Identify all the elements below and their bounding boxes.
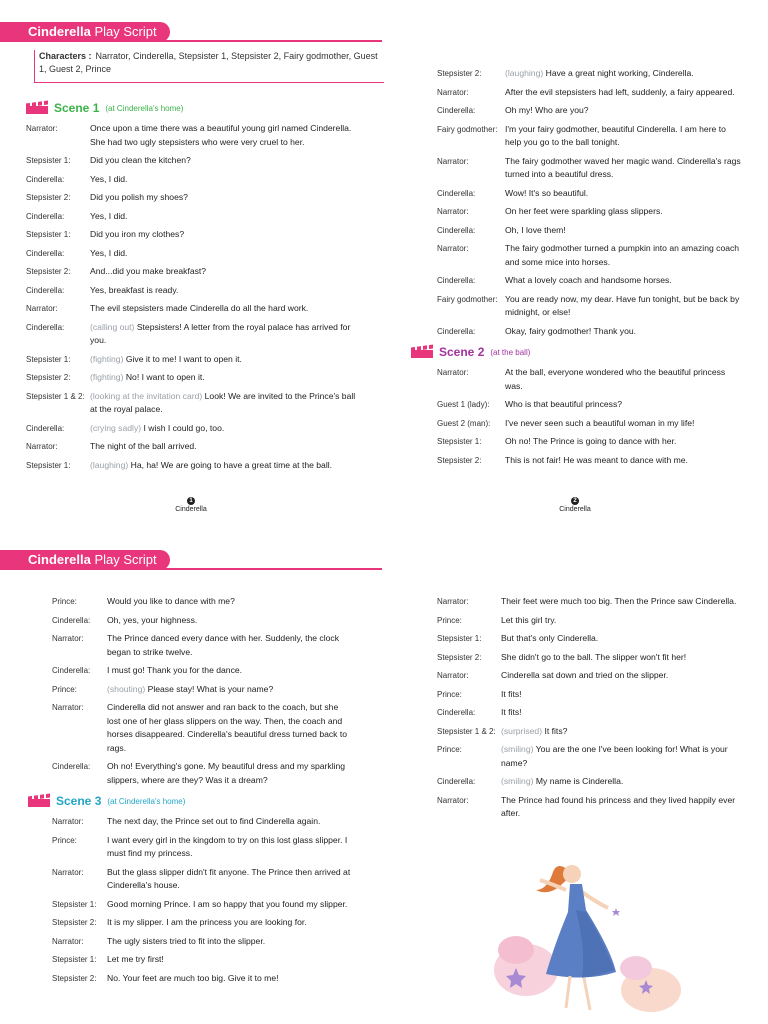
page-banner [0, 22, 170, 42]
speaker-name: Cinderella: [52, 666, 91, 675]
banner-subtitle: Play Script [94, 552, 157, 567]
speaker-name: Guest 2 (man): [437, 418, 491, 428]
dialogue-line [437, 224, 743, 238]
speaker-name: Cinderella: [437, 276, 476, 285]
speaker-name: Narrator: [437, 795, 469, 805]
spoken-line: Have a great night working, Cinderella. [545, 68, 694, 78]
dialogue-text [107, 595, 352, 609]
spoken-line: It is my slipper. I am the princess you are looking for. [107, 917, 307, 927]
dialogue-text [90, 284, 364, 298]
dialogue-line [437, 104, 743, 118]
dialogue-text [501, 669, 743, 683]
dialogue-line [437, 274, 743, 288]
dialogue-text [505, 187, 743, 201]
scene-title: Scene 2 [439, 345, 485, 359]
page-number [161, 497, 221, 513]
spoken-line: Would you like to dance with me? [107, 596, 235, 606]
page-footer-label: Cinderella [559, 506, 591, 513]
spoken-line: It fits! [501, 688, 522, 699]
spoken-line: Oh my! Who are you? [505, 105, 589, 115]
arm-right [582, 892, 608, 908]
stage-direction: (fighting) [90, 372, 124, 382]
dialogue-line [52, 683, 352, 697]
dialogue-list [26, 122, 364, 472]
dialogue-text [107, 866, 352, 893]
dialogue-text [501, 743, 743, 770]
stage-direction: (calling out) [90, 321, 135, 332]
spoken-line: No! I want to open it. [125, 372, 205, 382]
speaker-name: Narrator: [52, 634, 84, 643]
spoken-line: Did you polish my shoes? [90, 192, 188, 202]
spoken-line: Let me try first! [107, 954, 164, 964]
spoken-line: Oh, I love them! [505, 224, 566, 235]
stage-direction: (crying sadly) [90, 422, 142, 433]
scene-2-heading [411, 344, 743, 360]
dialogue-line [437, 417, 743, 431]
speaker-name: Cinderella: [437, 188, 476, 198]
spoken-line: Cinderella sat down and tried on the slipper. [501, 670, 669, 680]
spoken-line: The night of the ball arrived. [90, 441, 197, 451]
dialogue-line [52, 664, 352, 678]
dialogue-line [26, 440, 364, 454]
page-number-badge: 2 [571, 497, 579, 505]
speaker-name: Stepsister 1: [437, 437, 482, 446]
dialogue-line [437, 454, 743, 468]
dialogue-text [90, 459, 364, 473]
speaker-name: Cinderella: [26, 285, 65, 295]
spoken-line: At the ball, everyone wondered who the beautiful princess was. [505, 367, 726, 391]
spoken-line: Who is that beautiful princess? [505, 399, 623, 409]
scene-title: Scene 1 [54, 101, 100, 115]
spoken-line: You are the one I've been looking for! What is your name? [501, 744, 728, 768]
speaker-name: Stepsister 1 & 2: [437, 726, 496, 736]
speaker-name: Guest 1 (lady): [437, 400, 490, 409]
speaker-name: Narrator: [52, 867, 84, 877]
spoken-line: I want every girl in the kingdom to try on this lost glass slipper. I must find my princess. [107, 834, 348, 858]
scene-location: (at Cinderella's home) [107, 796, 186, 806]
spoken-line: Ha, ha! We are going to have a great time at the ball. [130, 459, 333, 470]
dialogue-line [26, 122, 364, 149]
dialogue-text [90, 122, 364, 149]
spoken-line: Please stay! What is your name? [147, 683, 274, 694]
speaker-name: Cinderella: [437, 225, 476, 235]
spoken-line: Did you iron my clothes? [90, 229, 185, 239]
speaker-name: Narrator: [437, 597, 469, 606]
spoken-line: It fits! [501, 707, 522, 717]
legs [566, 976, 590, 1010]
spoken-line: Yes, I did. [90, 247, 128, 258]
speaker-name: Prince: [52, 597, 77, 606]
banner-rule [0, 40, 382, 42]
spoken-line: The next day, the Prince set out to find Cinderella again. [107, 816, 321, 826]
scene-location: (at Cinderella's home) [105, 103, 184, 113]
speaker-name: Cinderella: [437, 106, 476, 115]
spoken-line: Give it to me! I want to open it. [125, 353, 242, 364]
stage-direction: (shouting) [107, 683, 146, 694]
speaker-name: Narrator: [437, 87, 469, 97]
dialogue-text [107, 701, 352, 755]
dialogue-text [505, 274, 743, 288]
spoken-line: No. Your feet are much too big. Give it to me! [107, 972, 279, 983]
speaker-name: Prince: [52, 835, 77, 845]
speaker-name: Stepsister 2: [52, 918, 97, 927]
dialogue-text [90, 265, 364, 279]
speaker-name: Stepsister 1: [26, 230, 71, 239]
scene-title: Scene 3 [56, 794, 102, 808]
dialogue-text [501, 632, 743, 646]
dialogue-line [437, 242, 743, 269]
speaker-name: Narrator: [26, 442, 58, 451]
dialogue-text [505, 398, 743, 412]
speaker-name: Stepsister 1: [52, 955, 97, 964]
speaker-name: Stepsister 1: [26, 156, 71, 165]
dialogue-list [52, 595, 352, 787]
dialogue-text [505, 155, 743, 182]
spoken-line: I've never seen such a beautiful woman in my life! [505, 417, 695, 428]
dialogue-line [26, 265, 364, 279]
dialogue-text [505, 325, 743, 339]
dialogue-list [437, 67, 743, 338]
page-number [545, 497, 605, 513]
dialogue-text [107, 935, 352, 949]
spoken-line: Cinderella did not answer and ran back to the coach, but she lost one of her glass slippers on the way. Then, the coach and horses disappeared. Cinderella's beautiful dress turned back to rags. [107, 702, 348, 753]
speaker-name: Cinderella: [26, 174, 65, 184]
speaker-name: Cinderella: [437, 777, 476, 786]
dialogue-text [107, 760, 352, 787]
dialogue-text [505, 417, 743, 431]
speaker-name: Stepsister 2: [26, 193, 71, 202]
dialogue-text [505, 224, 743, 238]
dialogue-line [26, 422, 364, 436]
dialogue-line [52, 866, 352, 893]
dialogue-line [26, 371, 364, 385]
scene-1-heading [26, 100, 364, 116]
speaker-name: Stepsister 2: [437, 652, 482, 662]
spoken-line: What a lovely coach and handsome horses. [505, 275, 672, 285]
speaker-name: Narrator: [437, 244, 469, 253]
stage-direction: (fighting) [90, 353, 124, 364]
dialogue-line [52, 614, 352, 628]
speaker-name: Prince: [437, 689, 462, 699]
clapperboard-icon [28, 795, 50, 807]
dialogue-line [52, 972, 352, 986]
dialogue-line [437, 614, 743, 628]
dialogue-line [437, 366, 743, 393]
spoken-line: I must go! Thank you for the dance. [107, 665, 243, 675]
spoken-line: Good morning Prince. I am so happy that you found my slipper. [107, 898, 348, 909]
spoken-line: You are ready now, my dear. Have fun tonight, but be back by midnight, or else! [505, 293, 740, 317]
page-footer-label: Cinderella [175, 506, 207, 513]
dialogue-text [107, 953, 352, 967]
dialogue-text [505, 104, 743, 118]
dialogue-line [26, 302, 364, 316]
dialogue-text [107, 898, 352, 912]
dialogue-line [437, 205, 743, 219]
dialogue-line [437, 398, 743, 412]
dialogue-text [505, 205, 743, 219]
dialogue-text [505, 293, 743, 320]
spoken-line: On her feet were sparkling glass slippers. [505, 206, 663, 216]
page-banner [0, 550, 170, 570]
spoken-line: Oh no! The Prince is going to dance with her. [505, 436, 677, 446]
dialogue-line [437, 743, 743, 770]
dialogue-line [26, 353, 364, 367]
dialogue-text [107, 632, 352, 659]
dialogue-line [437, 632, 743, 646]
dialogue-line [26, 154, 364, 168]
right-column [437, 67, 743, 472]
dialogue-line [52, 701, 352, 755]
speaker-name: Stepsister 1: [52, 899, 97, 909]
dialogue-text [505, 67, 743, 81]
dialogue-line [437, 651, 743, 665]
dialogue-line [437, 67, 743, 81]
dialogue-text [501, 651, 743, 665]
dialogue-line [26, 210, 364, 224]
speaker-name: Narrator: [437, 368, 469, 377]
speaker-name: Stepsister 2: [52, 973, 97, 983]
dialogue-line [26, 459, 364, 473]
spoken-line: The Prince danced every dance with her. Suddenly, the clock began to strike twelve. [107, 633, 340, 657]
page-number-badge: 1 [187, 497, 195, 505]
spoken-line: But the glass slipper didn't fit anyone. The Prince then arrived at Cinderella's house. [107, 866, 351, 890]
dialogue-line [437, 706, 743, 720]
spoken-line: Yes, I did. [90, 173, 128, 184]
dialogue-text [90, 302, 364, 316]
speaker-name: Prince: [52, 684, 77, 694]
spoken-line: She didn't go to the ball. The slipper won't fit her! [501, 651, 687, 662]
speaker-name: Narrator: [52, 817, 84, 826]
speaker-name: Fairy godmother: [437, 124, 498, 134]
speaker-name: Cinderella: [52, 615, 91, 625]
spoken-line: The ugly sisters tried to fit into the slipper. [107, 935, 266, 946]
speaker-name: Fairy godmother: [437, 294, 498, 304]
dialogue-line [52, 760, 352, 787]
cinderella-illustration [486, 850, 696, 1020]
speaker-name: Narrator: [437, 207, 469, 216]
speaker-name: Narrator: [52, 936, 84, 946]
spoken-line: It fits? [544, 725, 568, 736]
dialogue-text [107, 683, 352, 697]
right-column [437, 595, 743, 826]
dialogue-line [437, 775, 743, 789]
dialogue-line [437, 123, 743, 150]
dialogue-text [90, 440, 364, 454]
dialogue-text [90, 247, 364, 261]
banner-title: Cinderella [28, 552, 91, 567]
speaker-name: Stepsister 1: [26, 460, 71, 470]
dialogue-line [437, 293, 743, 320]
dialogue-text [90, 371, 364, 385]
dialogue-text [505, 123, 743, 150]
speaker-name: Prince: [437, 745, 462, 754]
speaker-name: Cinderella: [437, 708, 476, 717]
banner-title: Cinderella [28, 24, 91, 39]
head [563, 865, 581, 883]
stage-direction: (looking at the invitation card) [90, 390, 203, 401]
stage-direction: (surprised) [501, 725, 543, 736]
dialogue-text [107, 664, 352, 678]
dialogue-text [90, 154, 364, 168]
dialogue-text [505, 454, 743, 468]
dialogue-text [107, 972, 352, 986]
speaker-name: Cinderella: [26, 423, 65, 433]
spoken-line: Okay, fairy godmother! Thank you. [505, 325, 637, 336]
speaker-name: Narrator: [26, 124, 58, 133]
clapperboard-icon [26, 102, 48, 114]
dialogue-text [501, 794, 743, 821]
spoken-line: Yes, I did. [90, 210, 128, 221]
dialogue-line [437, 595, 743, 609]
dialogue-line [26, 284, 364, 298]
spoken-line: This is not fair! He was meant to dance with me. [505, 454, 688, 465]
banner-subtitle: Play Script [94, 24, 157, 39]
dialogue-list [437, 366, 743, 467]
speaker-name: Narrator: [437, 156, 469, 166]
left-column [52, 595, 352, 990]
speaker-name: Narrator: [437, 671, 469, 680]
speaker-name: Cinderella: [26, 322, 65, 332]
speaker-name: Narrator: [26, 304, 58, 313]
speaker-name: Prince: [437, 615, 462, 625]
dialogue-text [90, 321, 364, 348]
dialogue-text [505, 366, 743, 393]
dialogue-line [437, 688, 743, 702]
dialogue-text [505, 242, 743, 269]
spoken-line: But that's only Cinderella. [501, 633, 599, 643]
dialogue-line [437, 325, 743, 339]
dialogue-line [52, 632, 352, 659]
stage-direction: (smiling) [501, 744, 534, 754]
speaker-name: Stepsister 2: [26, 267, 71, 276]
dialogue-line [26, 390, 364, 417]
dialogue-text [501, 688, 743, 702]
speaker-name: Cinderella: [437, 326, 476, 336]
dialogue-line [437, 794, 743, 821]
speaker-name: Cinderella: [26, 248, 65, 258]
spoken-line: Once upon a time there was a beautiful young girl named Cinderella. She had two ugly stepsisters who were very cruel to her. [90, 123, 352, 147]
dialogue-list [52, 815, 352, 985]
dialogue-text [501, 775, 743, 789]
dialogue-line [437, 669, 743, 683]
spoken-line: Oh no! Everything's gone. My beautiful dress and my sparkling slippers, where are they? Was it a dream? [107, 761, 346, 785]
dialogue-line [52, 815, 352, 829]
spoken-line: Wow! It's so beautiful. [505, 187, 589, 198]
spoken-line: Stepsisters! A letter from the royal palace has arrived for you. [90, 321, 351, 345]
spoken-line: My name is Cinderella. [535, 776, 624, 786]
dialogue-text [501, 614, 743, 628]
dialogue-text [90, 390, 364, 417]
dialogue-line [52, 953, 352, 967]
characters-label: Characters : [39, 51, 92, 61]
dialogue-line [437, 86, 743, 100]
speaker-name: Stepsister 2: [437, 69, 482, 78]
dialogue-text [90, 173, 364, 187]
characters-list: Narrator, Cinderella, Stepsister 1, Stepsister 2, Fairy godmother, Guest 1, Guest 2, Prince [39, 51, 378, 74]
dialogue-text [505, 86, 743, 100]
dialogue-line [437, 187, 743, 201]
dialogue-line [52, 935, 352, 949]
stage-direction: (smiling) [501, 776, 534, 786]
spoken-line: The Prince had found his princess and they lived happily ever after. [501, 794, 736, 818]
speaker-name: Stepsister 2: [437, 455, 482, 465]
dialogue-text [107, 614, 352, 628]
dialogue-text [505, 435, 743, 449]
dialogue-line [26, 247, 364, 261]
spoken-line: And...did you make breakfast? [90, 266, 207, 276]
spoken-line: The fairy godmother turned a pumpkin into an amazing coach and some mice into horses. [505, 243, 740, 267]
speaker-name: Stepsister 1: [26, 354, 71, 364]
clapperboard-icon [411, 346, 433, 358]
speaker-name: Cinderella: [52, 762, 91, 771]
dialogue-text [90, 422, 364, 436]
speaker-name: Stepsister 1 & 2: [26, 391, 85, 401]
spoken-line: Their feet were much too big. Then the Prince saw Cinderella. [501, 596, 737, 606]
banner-rule [0, 568, 382, 570]
dialogue-line [52, 595, 352, 609]
stage-direction: (laughing) [90, 459, 129, 470]
dialogue-line [52, 916, 352, 930]
spoken-line: Yes, breakfast is ready. [90, 284, 179, 295]
dialogue-text [107, 916, 352, 930]
spoken-line: Did you clean the kitchen? [90, 155, 191, 165]
dialogue-line [52, 898, 352, 912]
dialogue-text [90, 191, 364, 205]
dialogue-line [26, 321, 364, 348]
dialogue-text [501, 595, 743, 609]
dialogue-line [437, 435, 743, 449]
characters-box [34, 50, 384, 83]
speaker-name: Narrator: [52, 703, 84, 712]
dialogue-line [26, 173, 364, 187]
scene-3-heading [28, 793, 352, 809]
dialogue-text [90, 210, 364, 224]
dialogue-text [501, 725, 743, 739]
dialogue-text [90, 228, 364, 242]
spoken-line: I'm your fairy godmother, beautiful Cinderella. I am here to help you go to the ball tonight. [505, 123, 726, 147]
dialogue-line [26, 228, 364, 242]
dialogue-text [107, 834, 352, 861]
dialogue-list [437, 595, 743, 821]
spoken-line: Let this girl try. [501, 614, 557, 625]
spoken-line: The evil stepsisters made Cinderella do all the hard work. [90, 303, 309, 313]
dialogue-text [90, 353, 364, 367]
dialogue-line [437, 155, 743, 182]
dialogue-line [52, 834, 352, 861]
spoken-line: Oh, yes, your highness. [107, 614, 198, 625]
spoken-line: Look! We are invited to the Prince's ball at the royal palace. [90, 390, 356, 414]
speaker-name: Cinderella: [26, 211, 65, 221]
speaker-name: Stepsister 1: [437, 634, 482, 643]
scene-location: (at the ball) [490, 347, 531, 357]
left-column [26, 94, 364, 477]
dialogue-text [501, 706, 743, 720]
dialogue-text [107, 815, 352, 829]
dialogue-line [26, 191, 364, 205]
spoken-line: The fairy godmother waved her magic wand. Cinderella's rags turned into a beautiful dress. [505, 155, 741, 179]
speaker-name: Stepsister 2: [26, 373, 71, 382]
spoken-line: After the evil stepsisters had left, suddenly, a fairy appeared. [505, 86, 735, 97]
spoken-line: I wish I could go, too. [143, 422, 225, 433]
dialogue-line [437, 725, 743, 739]
stage-direction: (laughing) [505, 68, 544, 78]
